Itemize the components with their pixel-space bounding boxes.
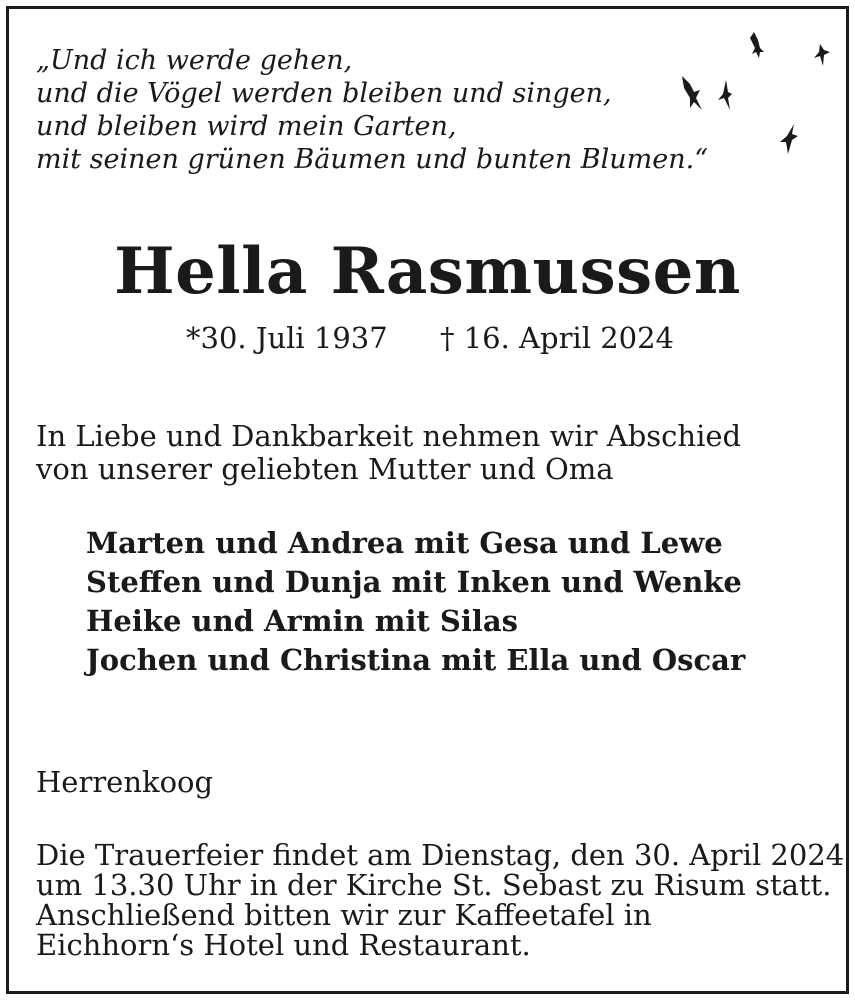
farewell-line: In Liebe und Dankbarkeit nehmen wir Abschied — [36, 419, 742, 453]
deceased-name: Hella Rasmussen — [114, 234, 741, 309]
poem-line: mit seinen grünen Bäumen und bunten Blumen.“ — [36, 144, 709, 175]
funeral-line: Die Trauerfeier findet am Dienstag, den 30. April 2024 — [36, 838, 845, 872]
mourner-family: Jochen und Christina mit Ella und Oscar — [86, 643, 746, 677]
farewell-line: von unserer geliebten Mutter und Oma — [36, 452, 614, 486]
funeral-line: Eichhorn‘s Hotel und Restaurant. — [36, 928, 531, 962]
funeral-line: Anschließend bitten wir zur Kaffeetafel in — [36, 898, 652, 932]
birth-date: *30. Juli 1937 — [186, 321, 388, 355]
funeral-details — [36, 840, 844, 960]
mourner-family: Heike und Armin mit Silas — [86, 604, 518, 638]
mourner-family: Marten und Andrea mit Gesa und Lewe — [86, 526, 723, 560]
poem-line: und die Vögel werden bleiben und singen, — [36, 78, 612, 109]
mourner-family: Steffen und Dunja mit Inken und Wenke — [86, 565, 742, 599]
mourners-list — [86, 524, 745, 680]
poem-line: „Und ich werde gehen, — [36, 45, 353, 76]
death-date: † 16. April 2024 — [440, 321, 674, 355]
farewell-text — [36, 420, 741, 486]
flying-birds-icon — [660, 18, 840, 168]
funeral-line: um 13.30 Uhr in der Kirche St. Sebast zu Risum statt. — [36, 868, 832, 902]
place-name: Herrenkoog — [36, 765, 214, 799]
poem-line: und bleiben wird mein Garten, — [36, 111, 457, 142]
poem-quote — [36, 44, 708, 176]
